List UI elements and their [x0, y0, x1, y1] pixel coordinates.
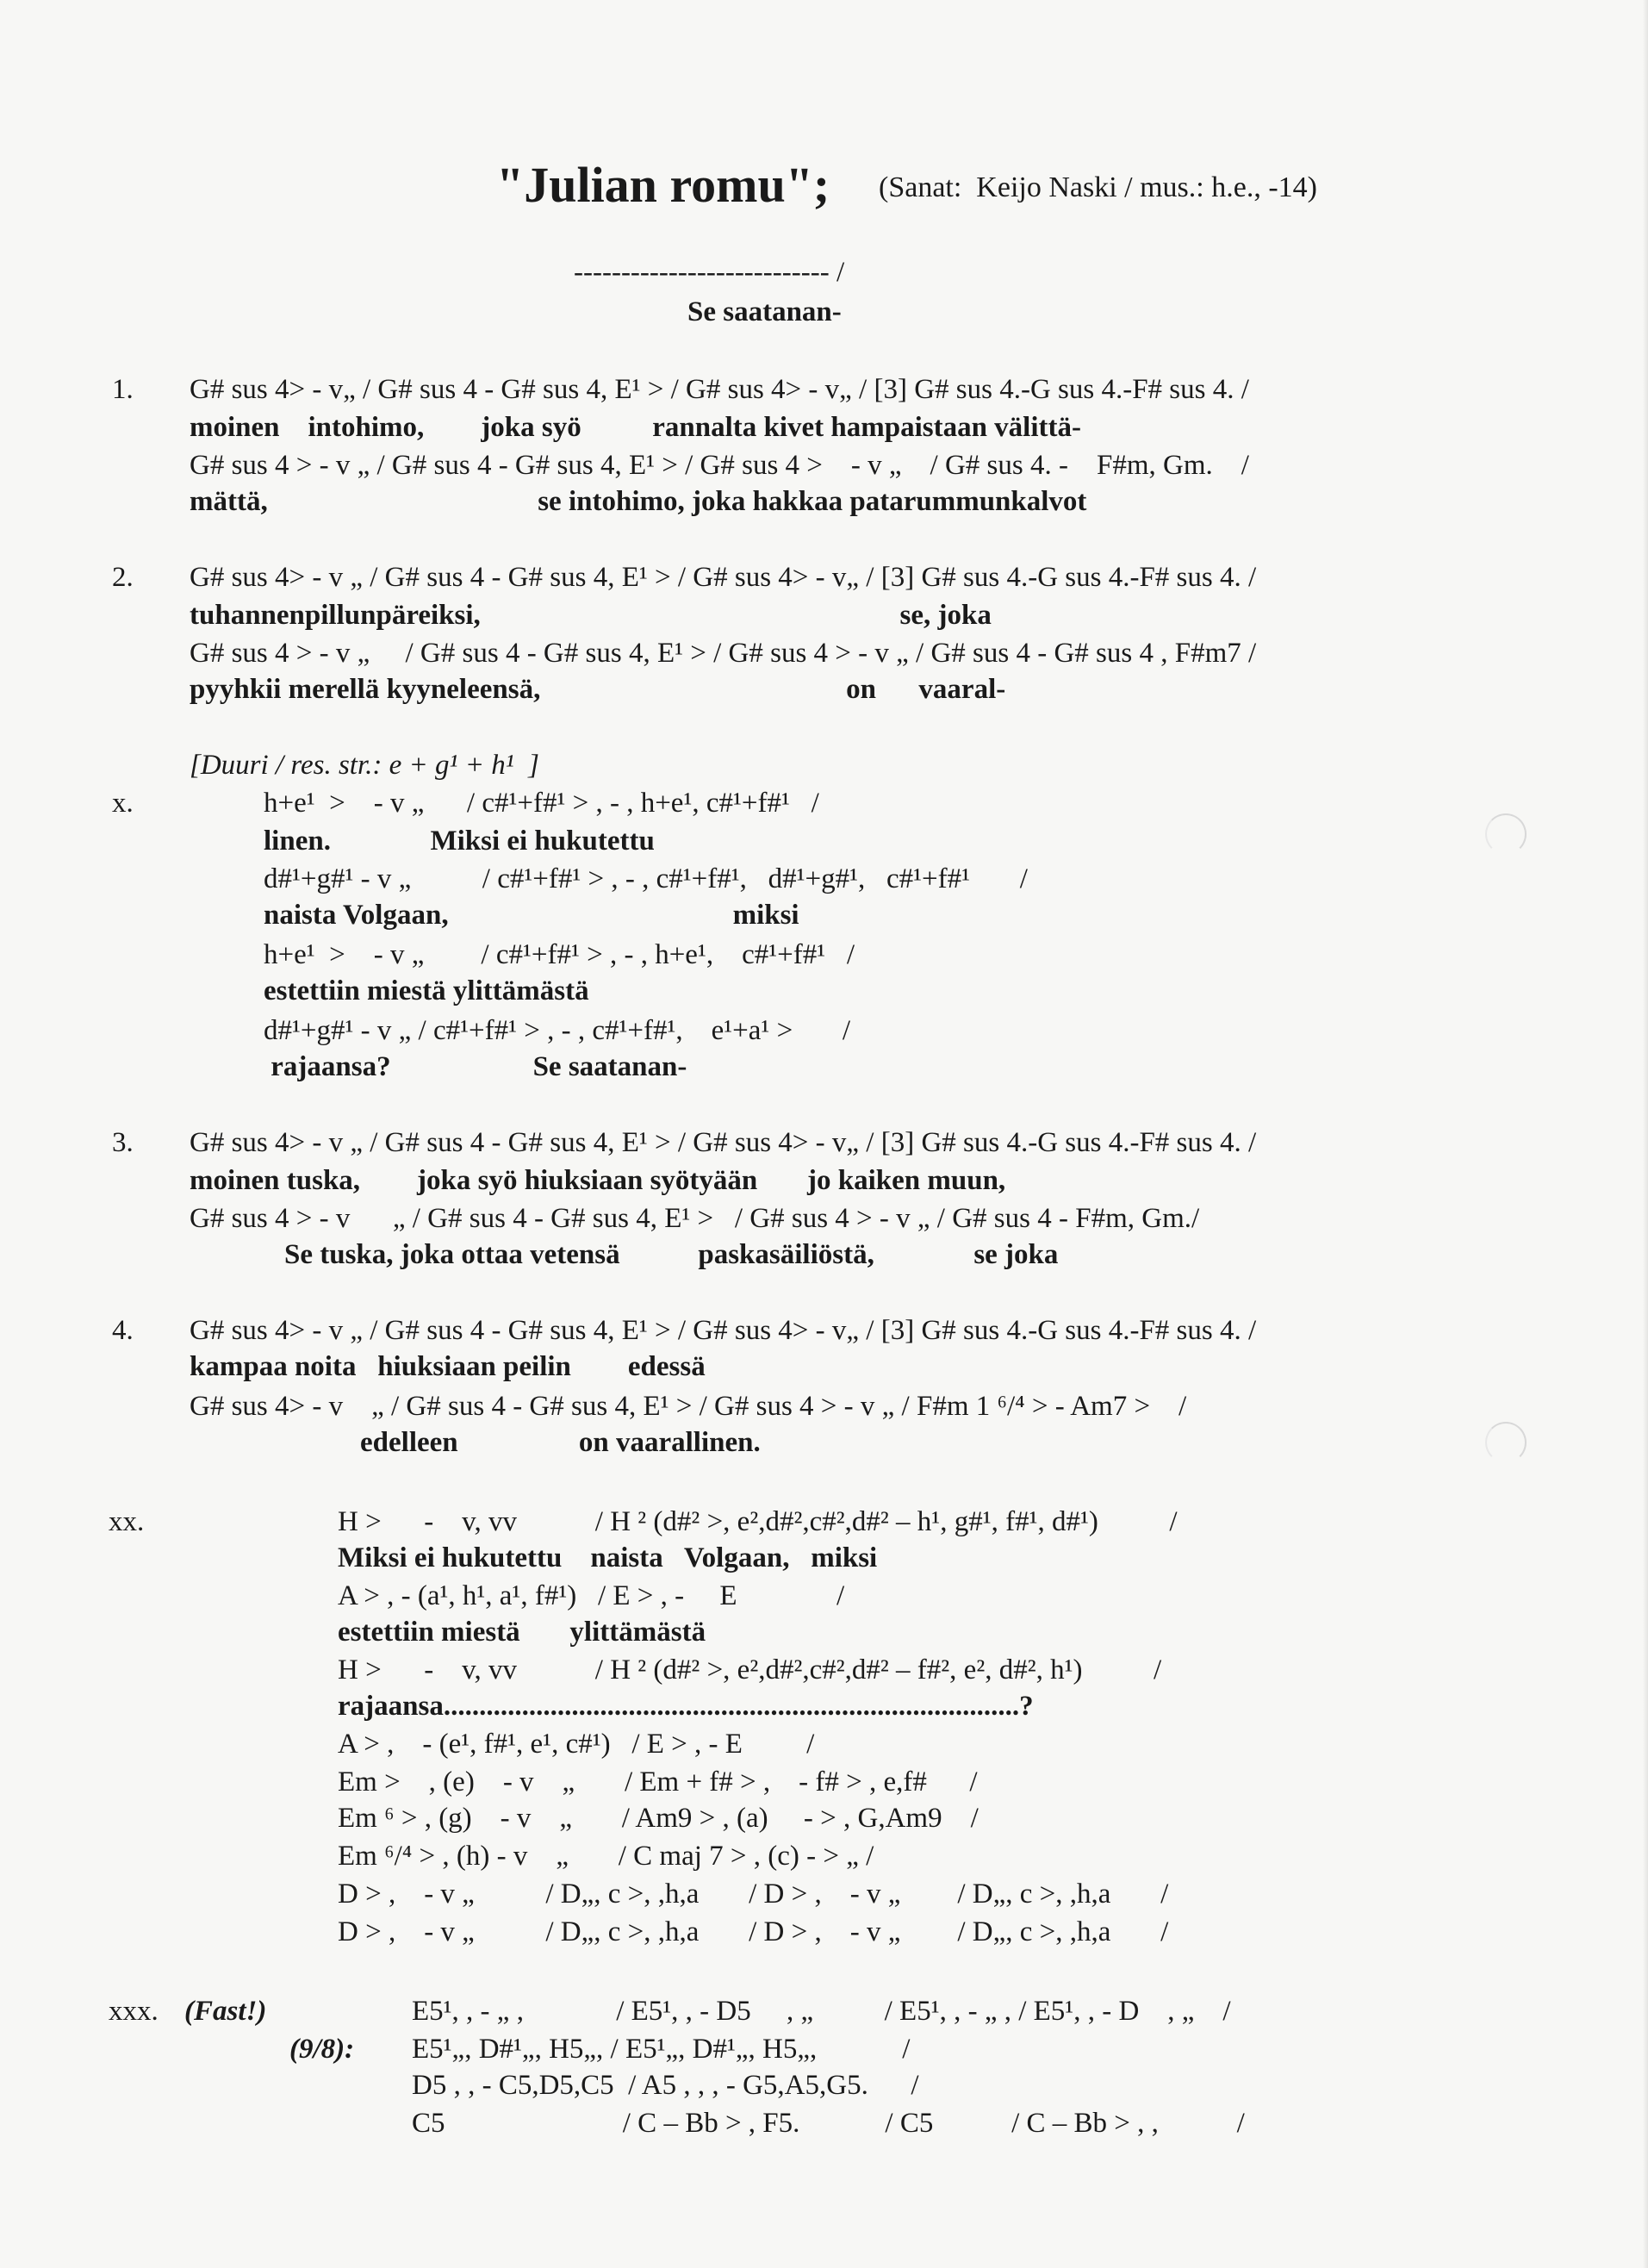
verse4-chords-1: G# sus 4> - v „ / G# sus 4 - G# sus 4, E¹ > / G# sus 4> - v„ / [3] G# sus 4.-G sus 4.-F# sus 4. /	[190, 1315, 1257, 1346]
verse2-lyrics-1: tuhannenpillunpäreiksi, se, joka	[190, 600, 992, 631]
verse3-chords-1: G# sus 4> - v „ / G# sus 4 - G# sus 4, E¹ > / G# sus 4> - v„ / [3] G# sus 4.-G sus 4.-F# sus 4. /	[190, 1127, 1257, 1158]
bridge1-lyrics-1: linen. Miksi ei hukutettu	[264, 826, 655, 857]
bridge2-chords-3: H > - v, vv / H ² (d#² >, e²,d#²,c#²,d#² – f#², e², d#², h¹) /	[338, 1654, 1162, 1685]
verse4-chords-2: G# sus 4> - v „ / G# sus 4 - G# sus 4, E¹ > / G# sus 4 > - v „ / F#m 1 ⁶/⁴ > - Am7 > /	[190, 1391, 1187, 1422]
bridge2-lyrics-1: Miksi ei hukutettu naista Volgaan, miksi	[338, 1542, 878, 1573]
verse3-chords-2: G# sus 4 > - v „ / G# sus 4 - G# sus 4, E¹ > / G# sus 4 > - v „ / G# sus 4 - F#m, Gm./	[190, 1203, 1200, 1234]
punch-hole-top	[1485, 813, 1527, 855]
coda-chords-4: C5 / C – Bb > , F5. / C5 / C – Bb > , , /	[412, 2108, 1245, 2139]
verse1-chords-1: G# sus 4> - v„ / G# sus 4 - G# sus 4, E¹ > / G# sus 4> - v„ / [3] G# sus 4.-G sus 4.-F# sus 4. /	[190, 374, 1249, 405]
bridge2-lyrics-3: rajaansa.................................................................................?	[338, 1691, 1034, 1722]
bridge2-chords-6: Em ⁶ > , (g) - v „ / Am9 > , (a) - > , G,Am9 /	[338, 1803, 979, 1834]
punch-hole-bottom	[1485, 1422, 1527, 1463]
verse3-lyrics-1: moinen tuska, joka syö hiuksiaan syötyään jo kaiken muun,	[190, 1165, 1006, 1196]
coda-number: xxx.	[109, 1996, 159, 2027]
intro-dashes: --------------------------- /	[574, 257, 845, 288]
bridge1-chords-4: d#¹+g#¹ - v „ / c#¹+f#¹ > , - , c#¹+f#¹, e¹+a¹ > /	[264, 1015, 851, 1046]
bridge1-note: [Duuri / res. str.: e + g¹ + h¹ ]	[190, 750, 539, 781]
bridge2-chords-4: A > , - (e¹, f#¹, e¹, c#¹) / E > , - E /	[338, 1729, 815, 1760]
bridge2-lyrics-2: estettiin miestä ylittämästä	[338, 1617, 706, 1648]
verse2-number: 2.	[112, 562, 134, 593]
verse1-lyrics-1: moinen intohimo, joka syö rannalta kivet hampaistaan välittä-	[190, 412, 1081, 443]
bridge2-chords-2: A > , - (a¹, h¹, a¹, f#¹) / E > , - E /	[338, 1580, 845, 1611]
bridge2-chords-1: H > - v, vv / H ² (d#² >, e²,d#²,c#²,d#² – h¹, g#¹, f#¹, d#¹) /	[338, 1506, 1178, 1537]
bridge1-chords-2: d#¹+g#¹ - v „ / c#¹+f#¹ > , - , c#¹+f#¹, d#¹+g#¹, c#¹+f#¹ /	[264, 863, 1028, 894]
bridge2-chords-7: Em ⁶/⁴ > , (h) - v „ / C maj 7 > , (c) - > „ /	[338, 1841, 874, 1872]
bridge1-number: x.	[112, 788, 134, 819]
coda-chords-3: D5 , , - C5,D5,C5 / A5 , , , - G5,A5,G5. /	[412, 2070, 919, 2101]
bridge1-lyrics-3: estettiin miestä ylittämästä	[264, 975, 589, 1006]
coda-chords-1: E5¹, , - „ , / E5¹, , - D5 , „ / E5¹, , - „ , / E5¹, , - D , „ /	[412, 1996, 1231, 2027]
bridge1-lyrics-2: naista Volgaan, miksi	[264, 900, 799, 931]
verse2-chords-2: G# sus 4 > - v „ / G# sus 4 - G# sus 4, E¹ > / G# sus 4 > - v „ / G# sus 4 - G# sus 4 , F#m7 /	[190, 638, 1257, 669]
verse4-lyrics-1: kampaa noita hiuksiaan peilin edessä	[190, 1351, 706, 1382]
song-title: "Julian romu";	[496, 157, 830, 213]
verse1-chords-2: G# sus 4 > - v „ / G# sus 4 - G# sus 4, E¹ > / G# sus 4 > - v „ / G# sus 4. - F#m, Gm. /	[190, 450, 1249, 481]
bridge2-chords-5: Em > , (e) - v „ / Em + f# > , - f# > , e,f# /	[338, 1766, 978, 1798]
coda-meter: (9/8):	[289, 2034, 355, 2065]
bridge1-chords-3: h+e¹ > - v „ / c#¹+f#¹ > , - , h+e¹, c#¹+f#¹ /	[264, 939, 855, 970]
verse3-lyrics-2: Se tuska, joka ottaa vetensä paskasäiliöstä, se joka	[284, 1239, 1059, 1270]
bridge1-chords-1: h+e¹ > - v „ / c#¹+f#¹ > , - , h+e¹, c#¹+f#¹ /	[264, 788, 819, 819]
coda-tempo: (Fast!)	[184, 1996, 267, 2027]
song-credits: (Sanat: Keijo Naski / mus.: h.e., -14)	[879, 171, 1317, 203]
verse2-chords-1: G# sus 4> - v „ / G# sus 4 - G# sus 4, E¹ > / G# sus 4> - v„ / [3] G# sus 4.-G sus 4.-F# sus 4. /	[190, 562, 1257, 593]
verse3-number: 3.	[112, 1127, 134, 1158]
verse4-number: 4.	[112, 1315, 134, 1346]
bridge1-lyrics-4: rajaansa? Se saatanan-	[264, 1051, 687, 1082]
verse4-lyrics-2: edelleen on vaarallinen.	[360, 1427, 761, 1458]
coda-chords-2: E5¹„, D#¹„, H5„, / E5¹„, D#¹„, H5„, /	[412, 2034, 911, 2065]
verse1-number: 1.	[112, 374, 134, 405]
page-edge	[1643, 0, 1648, 2268]
bridge2-chords-9: D > , - v „ / D„, c >, ,h,a / D > , - v „ / D„, c >, ,h,a /	[338, 1916, 1169, 1947]
verse2-lyrics-2: pyyhkii merellä kyyneleensä, on vaaral-	[190, 674, 1006, 705]
verse1-lyrics-2: mättä, se intohimo, joka hakkaa patarummunkalvot	[190, 486, 1087, 517]
bridge2-number: xx.	[109, 1506, 145, 1537]
intro-lyric: Se saatanan-	[687, 296, 842, 327]
bridge2-chords-8: D > , - v „ / D„, c >, ,h,a / D > , - v „ / D„, c >, ,h,a /	[338, 1879, 1169, 1910]
